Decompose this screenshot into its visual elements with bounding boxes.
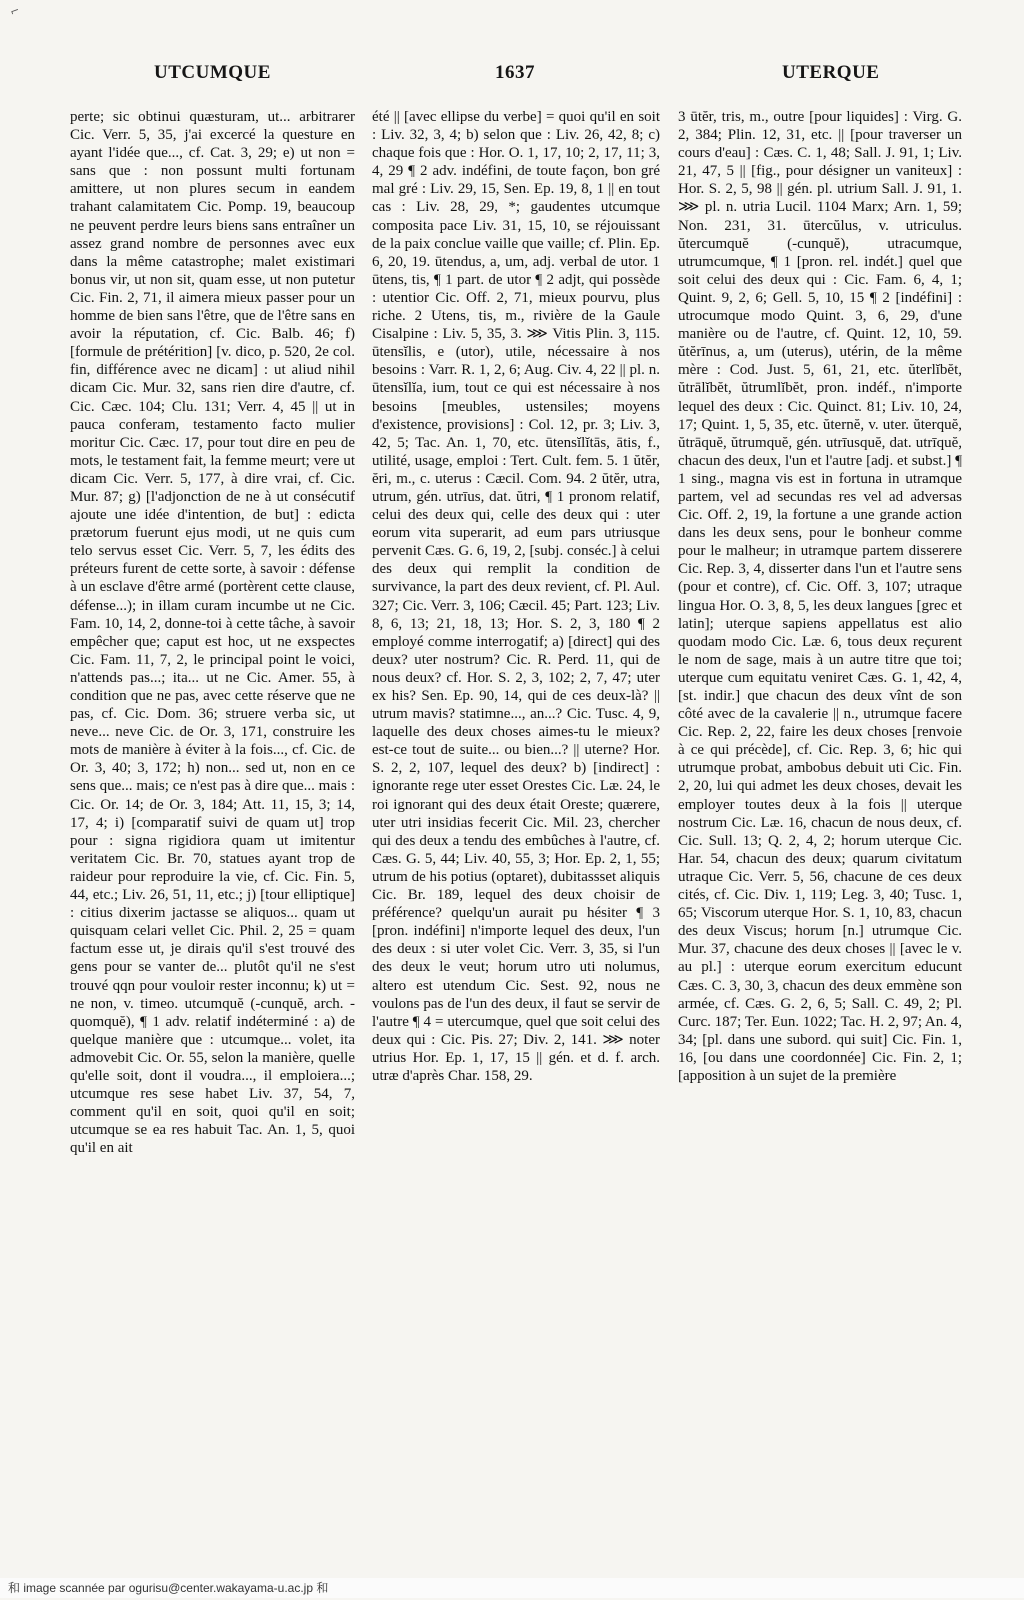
header-left-word: UTCUMQUE <box>154 62 271 83</box>
scan-corner-mark: ⌐ <box>8 3 22 19</box>
column-1: perte; sic obtinui quæsturam, ut... arbitrarer Cic. Verr. 5, 35, j'ai excercé la questure en ayant l'idée que..., cf. Cat. 3, 29; e) ut non = sans que : non possunt multi fortunam amittere, ut non plures secum in eandem trahant calamitatem Cic. Pomp. 19, beaucoup ne peuvent perdre leurs biens sans entraîner un assez grand nombre de personnes avec eux dans la même catastrophe; malet existimari bonus vir, ut non sit, quam esse, ut non putetur Cic. Fin. 2, 71, il aimera mieux passer pour un homme de bien sans l'être, que de l'être sans en avoir la réputation, cf. Cic. Balb. 46; f) [formule de prétérition] [v. dico, p. 520, 2e col. fin, différence avec ne dicam] : ut aliud nihil dicam Cic. Mur. 32, sans rien dire d'autre, cf. Cic. Cæc. 104; Clu. 131; Verr. 4, 45 || ut in pauca conferam, testamento facto mulier moritur Cic. Cæc. 17, pour tout dire en peu de mots, le testament fait, la femme meurt; vere ut dicam Cic. Verr. 5, 177, à dire vrai, cf. Cic. Mur. 87; g) [l'adjonction de ne à ut consécutif ajoute une idée d'intention, de but] : edicta prætorum fuerunt ejus modi, ut ne quis cum telo servus esset Cic. Verr. 5, 7, les édits des préteurs furent de cette sorte, à savoir : défense à un esclave d'être armé (portèrent cette clause, défense...); in illam curam incumbe ut ne Cic. Fam. 10, 14, 2, donne-toi à cette tâche, à savoir empêcher que; caput est hoc, ut ne exspectes Cic. Fam. 11, 7, 2, le principal point le voici, n'attends pas...; ita... ut ne Cic. Amer. 55, à condition que ne pas, avec cette réserve que ne pas, cf. Cic. Dom. 36; struere verba sic, ut neve... neve Cic. de Or. 3, 171, construire les mots de manière à éviter à la fois..., cf. Cic. de Or. 3, 40; 3, 172; h) non... sed ut, non en ce sens que... mais; ce n'est pas à dire que... mais : Cic. Or. 14; de Or. 3, 184; Att. 11, 15, 3; 14, 17, 4; i) [comparatif suivi de quam ut] trop pour : signa rigidiora quam ut imitentur veritatem Cic. Br. 70, statues ayant trop de raideur pour reproduire la vie, cf. Cic. Fin. 5, 44, etc.; Liv. 26, 51, 11, etc.; j) [tour elliptique] : citius dixerim jactasse se aliquos... quam ut quisquam celari vellet Cic. Phil. 2, 25 = quam factum esse ut, je dirais qu'il s'est trouvé des gens pour se vanter de... plutôt qu'il ne s'est trouvé qqn pour vouloir rester inconnu; k) ut = ne non, v. timeo. utcumquĕ (-cunquĕ, arch. -quomquĕ), ¶ 1 adv. relatif indéterminé : a) de quelque manière que : utcumque... volet, ita admovebit Cic. Or. 55, selon la manière, quelle qu'elle soit, dont il voudra..., il emploiera...; utcumque res sese habet Liv. 37, 54, 7, comment qu'il en soit, quoi qu'il en soit; utcumque se ea res habuit Tac. An. 1, 5, quoi qu'il en ait <box>70 109 355 1157</box>
page-header <box>66 62 956 92</box>
column-3: 3 ūtĕr, tris, m., outre [pour liquides] : Virg. G. 2, 384; Plin. 12, 31, etc. || [pour traverser un cours d'eau] : Cæs. C. 1, 48; Sall. J. 91, 1; Liv. 21, 47, 5 || [fig., pour désigner un vaniteux] : Hor. S. 2, 5, 98 || gén. pl. utrium Sall. J. 91, 1. ⋙ pl. n. utria Lucil. 1104 Marx; Arn. 1, 59; Non. 231, 31. ūtercŭlus, v. utriculus. ŭtercumquĕ (-cunquĕ), utracumque, utrumcumque, ¶ 1 [pron. rel. indét.] quel que soit celui des deux qui : Cic. Fam. 6, 4, 1; Quint. 9, 2, 6; Gell. 5, 10, 15 ¶ 2 [indéfini] : utrocumque modo Quint. 3, 6, 29, d'une manière ou de l'autre, cf. Quint. 12, 10, 59. ŭtĕrīnus, a, um (uterus), utérin, de la même mère : Cod. Just. 5, 61, 21, etc. ŭterlĭbĕt, ŭtrālĭbĕt, ŭtrumlĭbĕt, pron. indéf., n'importe lequel des deux : Cic. Quinct. 81; Liv. 10, 24, 17; Quint. 1, 5, 35, etc. ŭternĕ, v. uter. ŭterquĕ, ŭtrāquĕ, ŭtrumquĕ, gén. utrīusquĕ, dat. utrīquĕ, chacun des deux, l'un et l'autre [adj. et subst.] ¶ 1 sing., magna vis est in fortuna in utramque partem, vel ad secundas res vel ad adversas Cic. Off. 2, 19, la fortune a une grande action dans les deux sens, pour le bonheur comme pour le malheur; in utramque partem disserere Cic. Rep. 3, 4, disserter dans l'un et l'autre sens (pour et contre), cf. Cic. Off. 3, 107; utraque lingua Hor. O. 3, 8, 5, les deux langues [grec et latin]; uterque sapiens appellatus est alio quodam modo Cic. Læ. 6, tous deux reçurent le nom de sage, mais à un autre titre que toi; uterque cum equitatu veniret Cæs. G. 1, 42, 4, [st. indir.] que chacun des deux vînt de son côté avec de la cavalerie || n., utrumque facere Cic. Rep. 2, 22, faire les deux choses [renvoie à ce qui précède], cf. Cic. Rep. 3, 6; hic qui utrumque probat, ambobus debuit uti Cic. Fin. 2, 20, lui qui admet les deux choses, devait les employer toutes deux à la fois || uterque nostrum Cic. Læ. 16, chacun de nous deux, cf. Cic. Sull. 13; Q. 2, 4, 2; horum uterque Cic. Har. 54, chacun des deux; quarum civitatum utraque Cic. Verr. 5, 56, chacune de ces deux cités, cf. Cic. Div. 1, 119; Leg. 3, 40; Tusc. 1, 65; Viscorum uterque Hor. S. 1, 10, 83, chacun des deux Viscus; horum [n.] utrumque Cic. Mur. 37, chacune des deux choses || [avec le v. au pl.] : uterque eorum exercitum educunt Cæs. C. 3, 30, 3, chacun des deux emmène son armée, cf. Cæs. G. 2, 6, 5; Sall. C. 49, 2; Pl. Curc. 187; Ter. Eun. 1022; Tac. H. 2, 97; An. 4, 34; [pl. dans une subord. qui suit] Cic. Fin. 1, 16, [ou dans une coordonnée] Cic. Fin. 2, 1; [apposition à un sujet de la première <box>678 109 962 1084</box>
column-2: été || [avec ellipse du verbe] = quoi qu'il en soit : Liv. 32, 3, 4; b) selon que : Liv. 26, 42, 8; c) chaque fois que : Hor. O. 1, 17, 10; 2, 17, 11; 3, 4, 29 ¶ 2 adv. indéfini, de toute façon, bon gré mal gré : Liv. 29, 15, Sen. Ep. 19, 8, 1 || en tout cas : Liv. 28, 29, *; gaudentes utcumque composita pace Liv. 31, 15, 10, se réjouissant de la paix conclue vaille que vaille; cf. Plin. Ep. 6, 20, 19. ūtendus, a, um, adj. verbal de utor. 1 ūtens, tis, ¶ 1 part. de utor ¶ 2 adjt, qui possède : utentior Cic. Off. 2, 71, mieux pourvu, plus riche. 2 Utens, tis, m., rivière de la Gaule Cisalpine : Liv. 5, 35, 3. ⋙ Vitis Plin. 3, 115. ūtensĭlis, e (utor), utile, nécessaire à nos besoins : Varr. R. 1, 2, 6; Aug. Civ. 4, 22 || pl. n. ūtensĭlĭa, ium, tout ce qui est nécessaire à nos besoins [meubles, ustensiles; moyens d'existence, provisions] : Col. 12, pr. 3; Liv. 3, 42, 5; Tac. An. 1, 70, etc. ūtensĭlĭtās, ātis, f., utilité, usage, emploi : Tert. Cult. fem. 5. 1 ŭtĕr, ĕri, m., c. uterus : Cæcil. Com. 94. 2 ŭtĕr, utra, utrum, gén. utrīus, dat. ŭtri, ¶ 1 pronom relatif, celui des deux qui, celle des deux qui : uter eorum vita superarit, ad eum pars utriusque pervenit Cæs. G. 6, 19, 2, [subj. conséc.] à celui des deux qui remplit la condition de survivance, la part des deux revient, cf. Pl. Aul. 327; Cic. Verr. 3, 106; Cæcil. 45; Part. 123; Liv. 8, 6, 13; 21, 18, 13; Hor. S. 2, 3, 180 ¶ 2 employé comme interrogatif; a) [direct] qui des deux? uter nostrum? Cic. R. Perd. 11, qui de nous deux? cf. Hor. S. 2, 3, 102; 2, 7, 47; uter ex his? Sen. Ep. 90, 14, qui de ces deux-là? || utrum mavis? statimne..., an...? Cic. Tusc. 4, 9, laquelle des deux choses aimes-tu le mieux? est-ce tout de suite... ou bien...? || uterne? Hor. S. 2, 2, 107, lequel des deux? b) [indirect] : ignorante rege uter esset Orestes Cic. Læ. 24, le roi ignorant qui des deux était Oreste; quærere, uter utri insidias fecerit Cic. Mil. 23, chercher qui des deux a tendu des embûches à l'autre, cf. Cæs. G. 5, 44; Liv. 40, 55, 3; Hor. Ep. 2, 1, 55; utrum de his potius (optaret), dubitassset aliquis Cic. Br. 189, lequel des deux choisir de préférence? quelqu'un aurait pu hésiter ¶ 3 [pron. indéfini] n'importe lequel des deux, l'un des deux : si uter volet Cic. Verr. 3, 35, si l'un des deux le veut; horum utro uti nolumus, altero est utendum Cic. Sest. 92, nous ne voulons pas de l'un des deux, il faut se servir de l'autre ¶ 4 = utercumque, quel que soit celui des deux qui : Cic. Pis. 27; Div. 2, 141. ⋙ noter utrius Hor. Ep. 1, 17, 15 || gén. et d. f. arch. utræ d'après Char. 158, 29. <box>372 109 660 1084</box>
page-number: 1637 <box>495 62 535 83</box>
header-right-word: UTERQUE <box>782 62 880 83</box>
scan-footer: 和 image scannée par ogurisu@center.wakayama-u.ac.jp 和 <box>0 1578 1024 1598</box>
